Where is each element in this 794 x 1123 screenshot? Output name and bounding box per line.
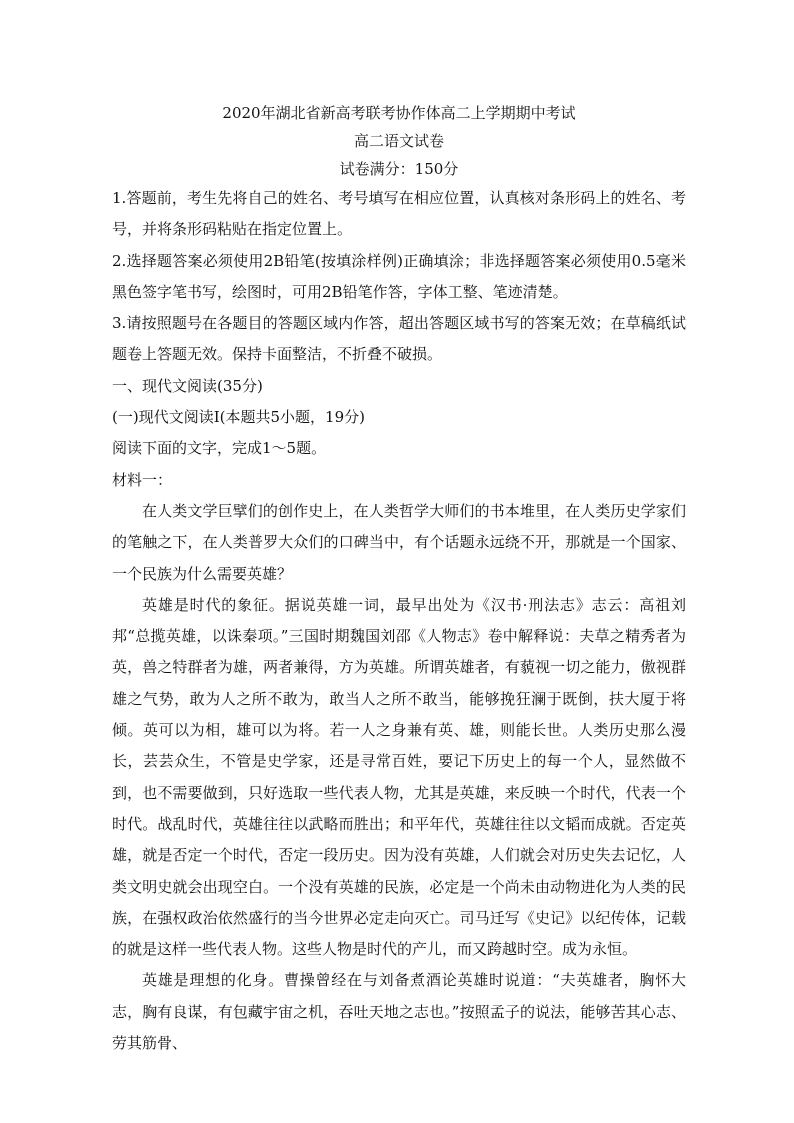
exam-subtitle: 高二语文试卷: [353, 132, 444, 150]
instruction-3: 3.请按照题号在各题目的答题区域内作答，超出答题区域书写的答案无效；在草稿纸试题卷上答题无效。保持卡面整洁，不折叠不破损。: [112, 314, 686, 364]
section-subheading: (一)现代文阅读I(本题共5小题，19分): [112, 408, 365, 427]
total-score: 试卷满分：150分: [339, 160, 459, 178]
page-content: [112, 101, 686, 1059]
passage-paragraph-1: 在人类文学巨擘们的创作史上，在人类哲学大师们的书本堆里，在人类历史学家们的笔触之下，在人类普罗大众们的口碑当中，有个话题永远绕不开，那就是一个国家、一个民族为什么需要英雄？: [112, 501, 686, 583]
passage-paragraph-2: 英雄是时代的象征。据说英雄一词，最早出处为《汉书·刑法志》志云：高祖刘邦“总揽英雄，以诛秦项。”三国时期魏国刘邵《人物志》卷中解释说：夫草之精秀者为英，兽之特群者为雄，两者兼得，方为英雄。所谓英雄者，有藐视一切之能力，傲视群雄之气势，敢为人之所不敢为，敢当人之所不敢当，能够挽狂澜于既倒，扶大厦于将倾。英可以为相，雄可以为将。若一人之身兼有英、雄，则能长世。人类历史那么漫长，芸芸众生，不管是史学家，还是寻常百姓，要记下历史上的每一个人，显然做不到，也不需要做到，只好选取一些代表人物，尤其是英雄，来反映一个时代，代表一个时代。战乱时代，英雄往往以武略而胜出；和平年代，英雄往往以文韬而成就。否定英雄，就是否定一个时代，否定一段历史。因为没有英雄，人们就会对历史失去记忆，人类文明史就会出现空白。一个没有英雄的民族，必定是一个尚未由动物进化为人类的民族，在强权政治依然盛行的当今世界必定走向灭亡。司马迁写《史记》以纪传体，记载的就是这样一些代表人物。这些人物是时代的产儿，而又跨越时空。成为永恒。: [112, 595, 686, 959]
instruction-2: 2.选择题答案必须使用2B铅笔(按填涂样例)正确填涂；非选择题答案必须使用0.5毫米黑色签字笔书写，绘图时，可用2B铅笔作答，字体工整、笔迹清楚。: [112, 251, 686, 301]
passage-paragraph-3: 英雄是理想的化身。曹操曾经在与刘备煮酒论英雄时说道：“夫英雄者，胸怀大志，胸有良谋，有包藏宇宙之机，吞吐天地之志也。”按照孟子的说法，能够苦其心志、劳其筋骨、: [112, 971, 686, 1053]
instruction-1: 1.答题前，考生先将自己的姓名、考号填写在相应位置，认真核对条形码上的姓名、考号，并将条形码粘贴在指定位置上。: [112, 189, 686, 239]
material-label: 材料一：: [112, 470, 173, 489]
reading-directions: 阅读下面的文字，完成1～5题。: [112, 439, 327, 458]
section-heading: 一、现代文阅读(35分): [112, 376, 263, 395]
exam-title: 2020年湖北省新高考联考协作体高二上学期期中考试: [222, 104, 576, 122]
